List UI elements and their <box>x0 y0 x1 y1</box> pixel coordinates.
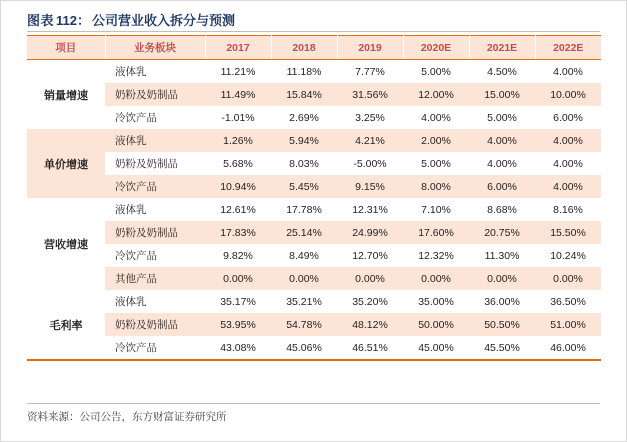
cell-value: 6.00% <box>535 106 601 129</box>
cell-value: 0.00% <box>271 267 337 290</box>
cell-value: 10.00% <box>535 83 601 106</box>
segment-label: 液体乳 <box>105 198 205 221</box>
cell-value: 31.56% <box>337 83 403 106</box>
cell-value: 4.00% <box>403 106 469 129</box>
cell-value: 2.00% <box>403 129 469 152</box>
table-row <box>27 221 601 244</box>
cell-value: 12.00% <box>403 83 469 106</box>
cell-value: 8.03% <box>271 152 337 175</box>
cell-value: 1.26% <box>205 129 271 152</box>
cell-value: 12.70% <box>337 244 403 267</box>
cell-value: 10.94% <box>205 175 271 198</box>
cell-value: 8.49% <box>271 244 337 267</box>
segment-label: 奶粉及奶制品 <box>105 313 205 336</box>
table-row <box>27 175 601 198</box>
cell-value: 5.00% <box>403 152 469 175</box>
cell-value: 36.50% <box>535 290 601 313</box>
cell-value: 15.50% <box>535 221 601 244</box>
cell-value: 4.50% <box>469 60 535 84</box>
row-group-label-gross-margin: 毛利率 <box>27 290 105 359</box>
figure-title-colon: ： <box>77 13 91 28</box>
table-body <box>27 60 601 360</box>
cell-value: 4.21% <box>337 129 403 152</box>
cell-value: 50.00% <box>403 313 469 336</box>
table-row <box>27 152 601 175</box>
cell-value: 0.00% <box>205 267 271 290</box>
segment-label: 奶粉及奶制品 <box>105 221 205 244</box>
cell-value: 11.21% <box>205 60 271 84</box>
cell-value: 46.00% <box>535 336 601 359</box>
segment-label: 冷饮产品 <box>105 336 205 359</box>
cell-value: 11.49% <box>205 83 271 106</box>
cell-value: 5.00% <box>469 106 535 129</box>
cell-value: 0.00% <box>469 267 535 290</box>
cell-value: 12.61% <box>205 198 271 221</box>
cell-value: 50.50% <box>469 313 535 336</box>
cell-value: 4.00% <box>535 60 601 84</box>
cell-value: 35.20% <box>337 290 403 313</box>
table-row <box>27 290 601 313</box>
column-header-2020e: 2020E <box>403 36 469 60</box>
row-group-label-price-growth: 单价增速 <box>27 129 105 198</box>
cell-value: 0.00% <box>535 267 601 290</box>
cell-value: 9.82% <box>205 244 271 267</box>
cell-value: 6.00% <box>469 175 535 198</box>
cell-value: 3.25% <box>337 106 403 129</box>
title-divider <box>27 31 600 32</box>
cell-value: 48.12% <box>337 313 403 336</box>
cell-value: 2.69% <box>271 106 337 129</box>
cell-value: 8.68% <box>469 198 535 221</box>
cell-value: 17.78% <box>271 198 337 221</box>
cell-value: 4.00% <box>469 152 535 175</box>
cell-value: 8.00% <box>403 175 469 198</box>
cell-value: 25.14% <box>271 221 337 244</box>
cell-value: 35.00% <box>403 290 469 313</box>
segment-label: 冷饮产品 <box>105 244 205 267</box>
cell-value: 4.00% <box>535 129 601 152</box>
cell-value: 35.21% <box>271 290 337 313</box>
cell-value: -5.00% <box>337 152 403 175</box>
row-group-label-revenue-growth: 营收增速 <box>27 198 105 290</box>
cell-value: 11.18% <box>271 60 337 84</box>
cell-value: 53.95% <box>205 313 271 336</box>
figure-title-number: 112 <box>56 13 77 28</box>
cell-value: 45.00% <box>403 336 469 359</box>
column-header-2022e: 2022E <box>535 36 601 60</box>
cell-value: 54.78% <box>271 313 337 336</box>
cell-value: 4.00% <box>469 129 535 152</box>
cell-value: 0.00% <box>403 267 469 290</box>
revenue-forecast-table <box>27 35 601 359</box>
cell-value: 15.00% <box>469 83 535 106</box>
table-row <box>27 129 601 152</box>
cell-value: 17.83% <box>205 221 271 244</box>
table-header-row <box>27 36 601 60</box>
table-row <box>27 267 601 290</box>
segment-label: 冷饮产品 <box>105 175 205 198</box>
cell-value: 9.15% <box>337 175 403 198</box>
cell-value: 45.50% <box>469 336 535 359</box>
segment-label: 其他产品 <box>105 267 205 290</box>
cell-value: 51.00% <box>535 313 601 336</box>
column-header-2019: 2019 <box>337 36 403 60</box>
cell-value: 43.08% <box>205 336 271 359</box>
segment-label: 液体乳 <box>105 129 205 152</box>
column-header-segment: 业务板块 <box>105 36 205 60</box>
cell-value: 11.30% <box>469 244 535 267</box>
cell-value: 4.00% <box>535 152 601 175</box>
column-header-2021e: 2021E <box>469 36 535 60</box>
segment-label: 奶粉及奶制品 <box>105 152 205 175</box>
cell-value: 46.51% <box>337 336 403 359</box>
segment-label: 液体乳 <box>105 290 205 313</box>
column-header-2017: 2017 <box>205 36 271 60</box>
cell-value: 20.75% <box>469 221 535 244</box>
table-row <box>27 106 601 129</box>
table-row <box>27 313 601 336</box>
table-row <box>27 83 601 106</box>
cell-value: 5.45% <box>271 175 337 198</box>
table-header <box>27 36 601 60</box>
source-divider <box>27 403 600 404</box>
cell-value: 12.31% <box>337 198 403 221</box>
figure-title <box>1 1 626 35</box>
table-row <box>27 198 601 221</box>
cell-value: 4.00% <box>535 175 601 198</box>
cell-value: 5.94% <box>271 129 337 152</box>
cell-value: 5.00% <box>403 60 469 84</box>
row-group-label-sales-growth: 销量增速 <box>27 60 105 130</box>
cell-value: 17.60% <box>403 221 469 244</box>
cell-value: 8.16% <box>535 198 601 221</box>
cell-value: -1.01% <box>205 106 271 129</box>
cell-value: 10.24% <box>535 244 601 267</box>
figure-title-text: 公司营业收入拆分与预测 <box>92 13 236 28</box>
data-table-wrapper <box>27 35 601 361</box>
column-header-item: 项目 <box>27 36 105 60</box>
cell-value: 0.00% <box>337 267 403 290</box>
cell-value: 35.17% <box>205 290 271 313</box>
figure-title-label: 图表 <box>27 13 55 28</box>
cell-value: 24.99% <box>337 221 403 244</box>
table-row <box>27 60 601 84</box>
table-bottom-border <box>27 359 601 361</box>
cell-value: 45.06% <box>271 336 337 359</box>
cell-value: 36.00% <box>469 290 535 313</box>
column-header-2018: 2018 <box>271 36 337 60</box>
cell-value: 15.84% <box>271 83 337 106</box>
table-row <box>27 244 601 267</box>
source-note: 资料来源：公司公告，东方财富证券研究所 <box>27 411 227 423</box>
segment-label: 奶粉及奶制品 <box>105 83 205 106</box>
cell-value: 5.68% <box>205 152 271 175</box>
cell-value: 12.32% <box>403 244 469 267</box>
table-row <box>27 336 601 359</box>
segment-label: 液体乳 <box>105 60 205 84</box>
segment-label: 冷饮产品 <box>105 106 205 129</box>
cell-value: 7.77% <box>337 60 403 84</box>
cell-value: 7.10% <box>403 198 469 221</box>
